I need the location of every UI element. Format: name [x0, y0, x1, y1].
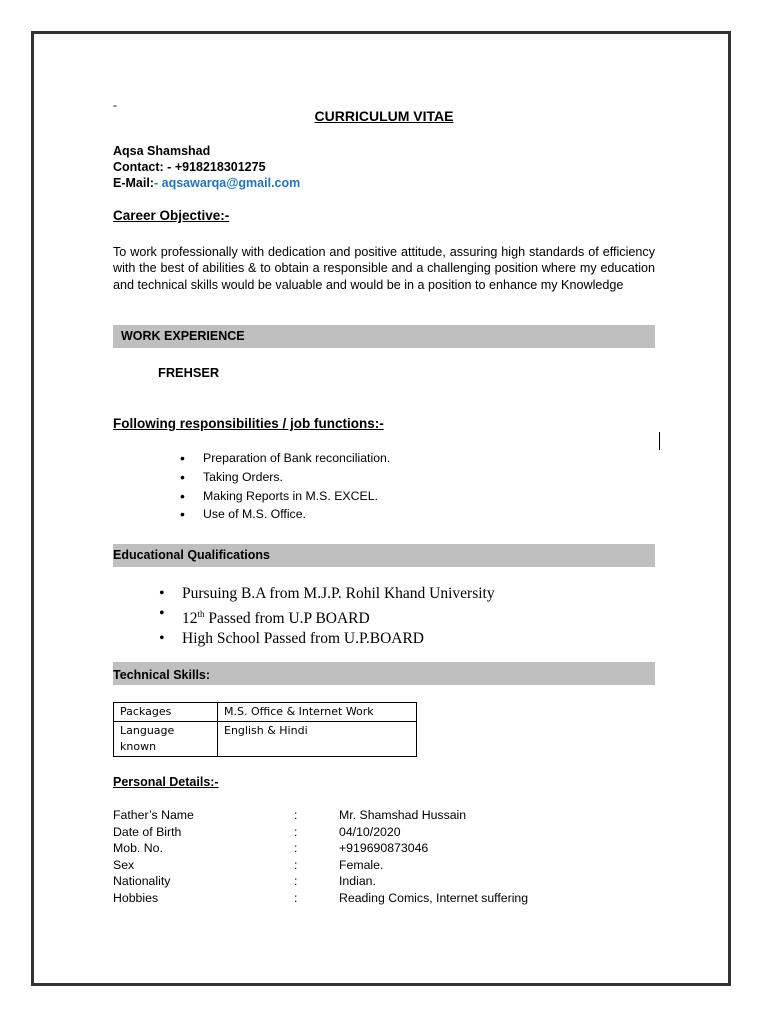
detail-value: 04/10/2020: [339, 824, 401, 839]
detail-value: Indian.: [339, 874, 376, 888]
detail-separator: :: [294, 824, 298, 839]
table-row: [114, 703, 417, 722]
contact-number: +918218301275: [174, 160, 266, 174]
detail-row: [113, 857, 613, 874]
list-item: • Taking Orders.: [178, 468, 390, 487]
detail-row: [113, 807, 613, 824]
detail-separator: :: [294, 857, 298, 872]
detail-row: [113, 890, 613, 907]
education-heading: Educational Qualifications: [113, 548, 270, 562]
text-cursor: [659, 432, 660, 450]
career-objective-text: To work professionally with dedication and positive attitude, assuring high standards of efficiency with the best of abilities & to obtain a responsible and a challenging position where my education and technical skills would be valuable and would be in a position to enhance my Knowledge: [113, 245, 655, 292]
document-title: CURRICULUM VITAE: [314, 108, 454, 124]
grade-text: Passed from U.P BOARD: [204, 610, 370, 628]
detail-value: Female.: [339, 857, 384, 872]
detail-label: Mob. No.: [113, 841, 163, 855]
list-item: • Making Reports in M.S. EXCEL.: [178, 487, 390, 506]
education-list: [158, 584, 495, 649]
responsibilities-heading: Following responsibilities / job functions:-: [113, 416, 384, 431]
detail-separator: :: [294, 874, 298, 888]
detail-separator: :: [294, 841, 298, 855]
detail-row: [113, 840, 613, 857]
candidate-name: Aqsa Shamshad: [113, 144, 211, 158]
work-experience-bar: [113, 325, 655, 348]
grade-suffix: th: [197, 609, 205, 619]
skill-value: English & Hindi: [218, 722, 417, 757]
detail-label: Sex: [113, 857, 135, 872]
contact-line: [113, 159, 300, 175]
email-line: [113, 175, 300, 191]
technical-skills-bar: [113, 662, 655, 685]
education-bar: [113, 544, 655, 567]
stray-dash: -: [113, 98, 117, 112]
skills-table: [113, 702, 417, 757]
list-item: • Pursuing B.A from M.J.P. Rohil Khand University: [158, 584, 495, 604]
detail-value: +919690873046: [339, 841, 429, 855]
detail-value: Reading Comics, Internet suffering: [339, 890, 529, 905]
list-item: • High School Passed from U.P.BOARD: [158, 629, 495, 649]
technical-skills-heading: Technical Skills:: [113, 668, 211, 682]
skill-label: Language known: [114, 722, 218, 757]
detail-row: [113, 824, 613, 841]
list-item: • Preparation of Bank reconciliation.: [178, 449, 390, 468]
career-objective-heading: Career Objective:-: [113, 208, 230, 223]
detail-label: Date of Birth: [113, 824, 182, 839]
list-item: • Use of M.S. Office.: [178, 505, 390, 524]
contact-label: Contact: -: [113, 160, 175, 174]
responsibilities-list: [178, 449, 390, 524]
work-experience-heading: WORK EXPERIENCE: [121, 329, 245, 343]
detail-separator: :: [294, 890, 298, 905]
personal-details-heading: Personal Details:-: [113, 775, 219, 789]
detail-value: Mr. Shamshad Hussain: [339, 808, 467, 822]
email-link[interactable]: - aqsawarqa@gmail.com: [153, 176, 301, 190]
detail-label: Father’s Name: [113, 808, 194, 822]
contact-block: [113, 143, 300, 191]
table-row: [114, 722, 417, 757]
detail-label: Nationality: [113, 874, 171, 888]
experience-status: FREHSER: [158, 365, 220, 380]
detail-label: Hobbies: [113, 890, 159, 905]
grade-number: 12: [182, 610, 198, 628]
skill-label: Packages: [114, 703, 218, 722]
skill-value: M.S. Office & Internet Work: [218, 703, 417, 722]
list-item: [158, 604, 495, 629]
detail-row: [113, 873, 613, 890]
detail-separator: :: [294, 808, 298, 822]
email-label: E-Mail:: [113, 176, 154, 190]
personal-details-list: [113, 807, 613, 906]
